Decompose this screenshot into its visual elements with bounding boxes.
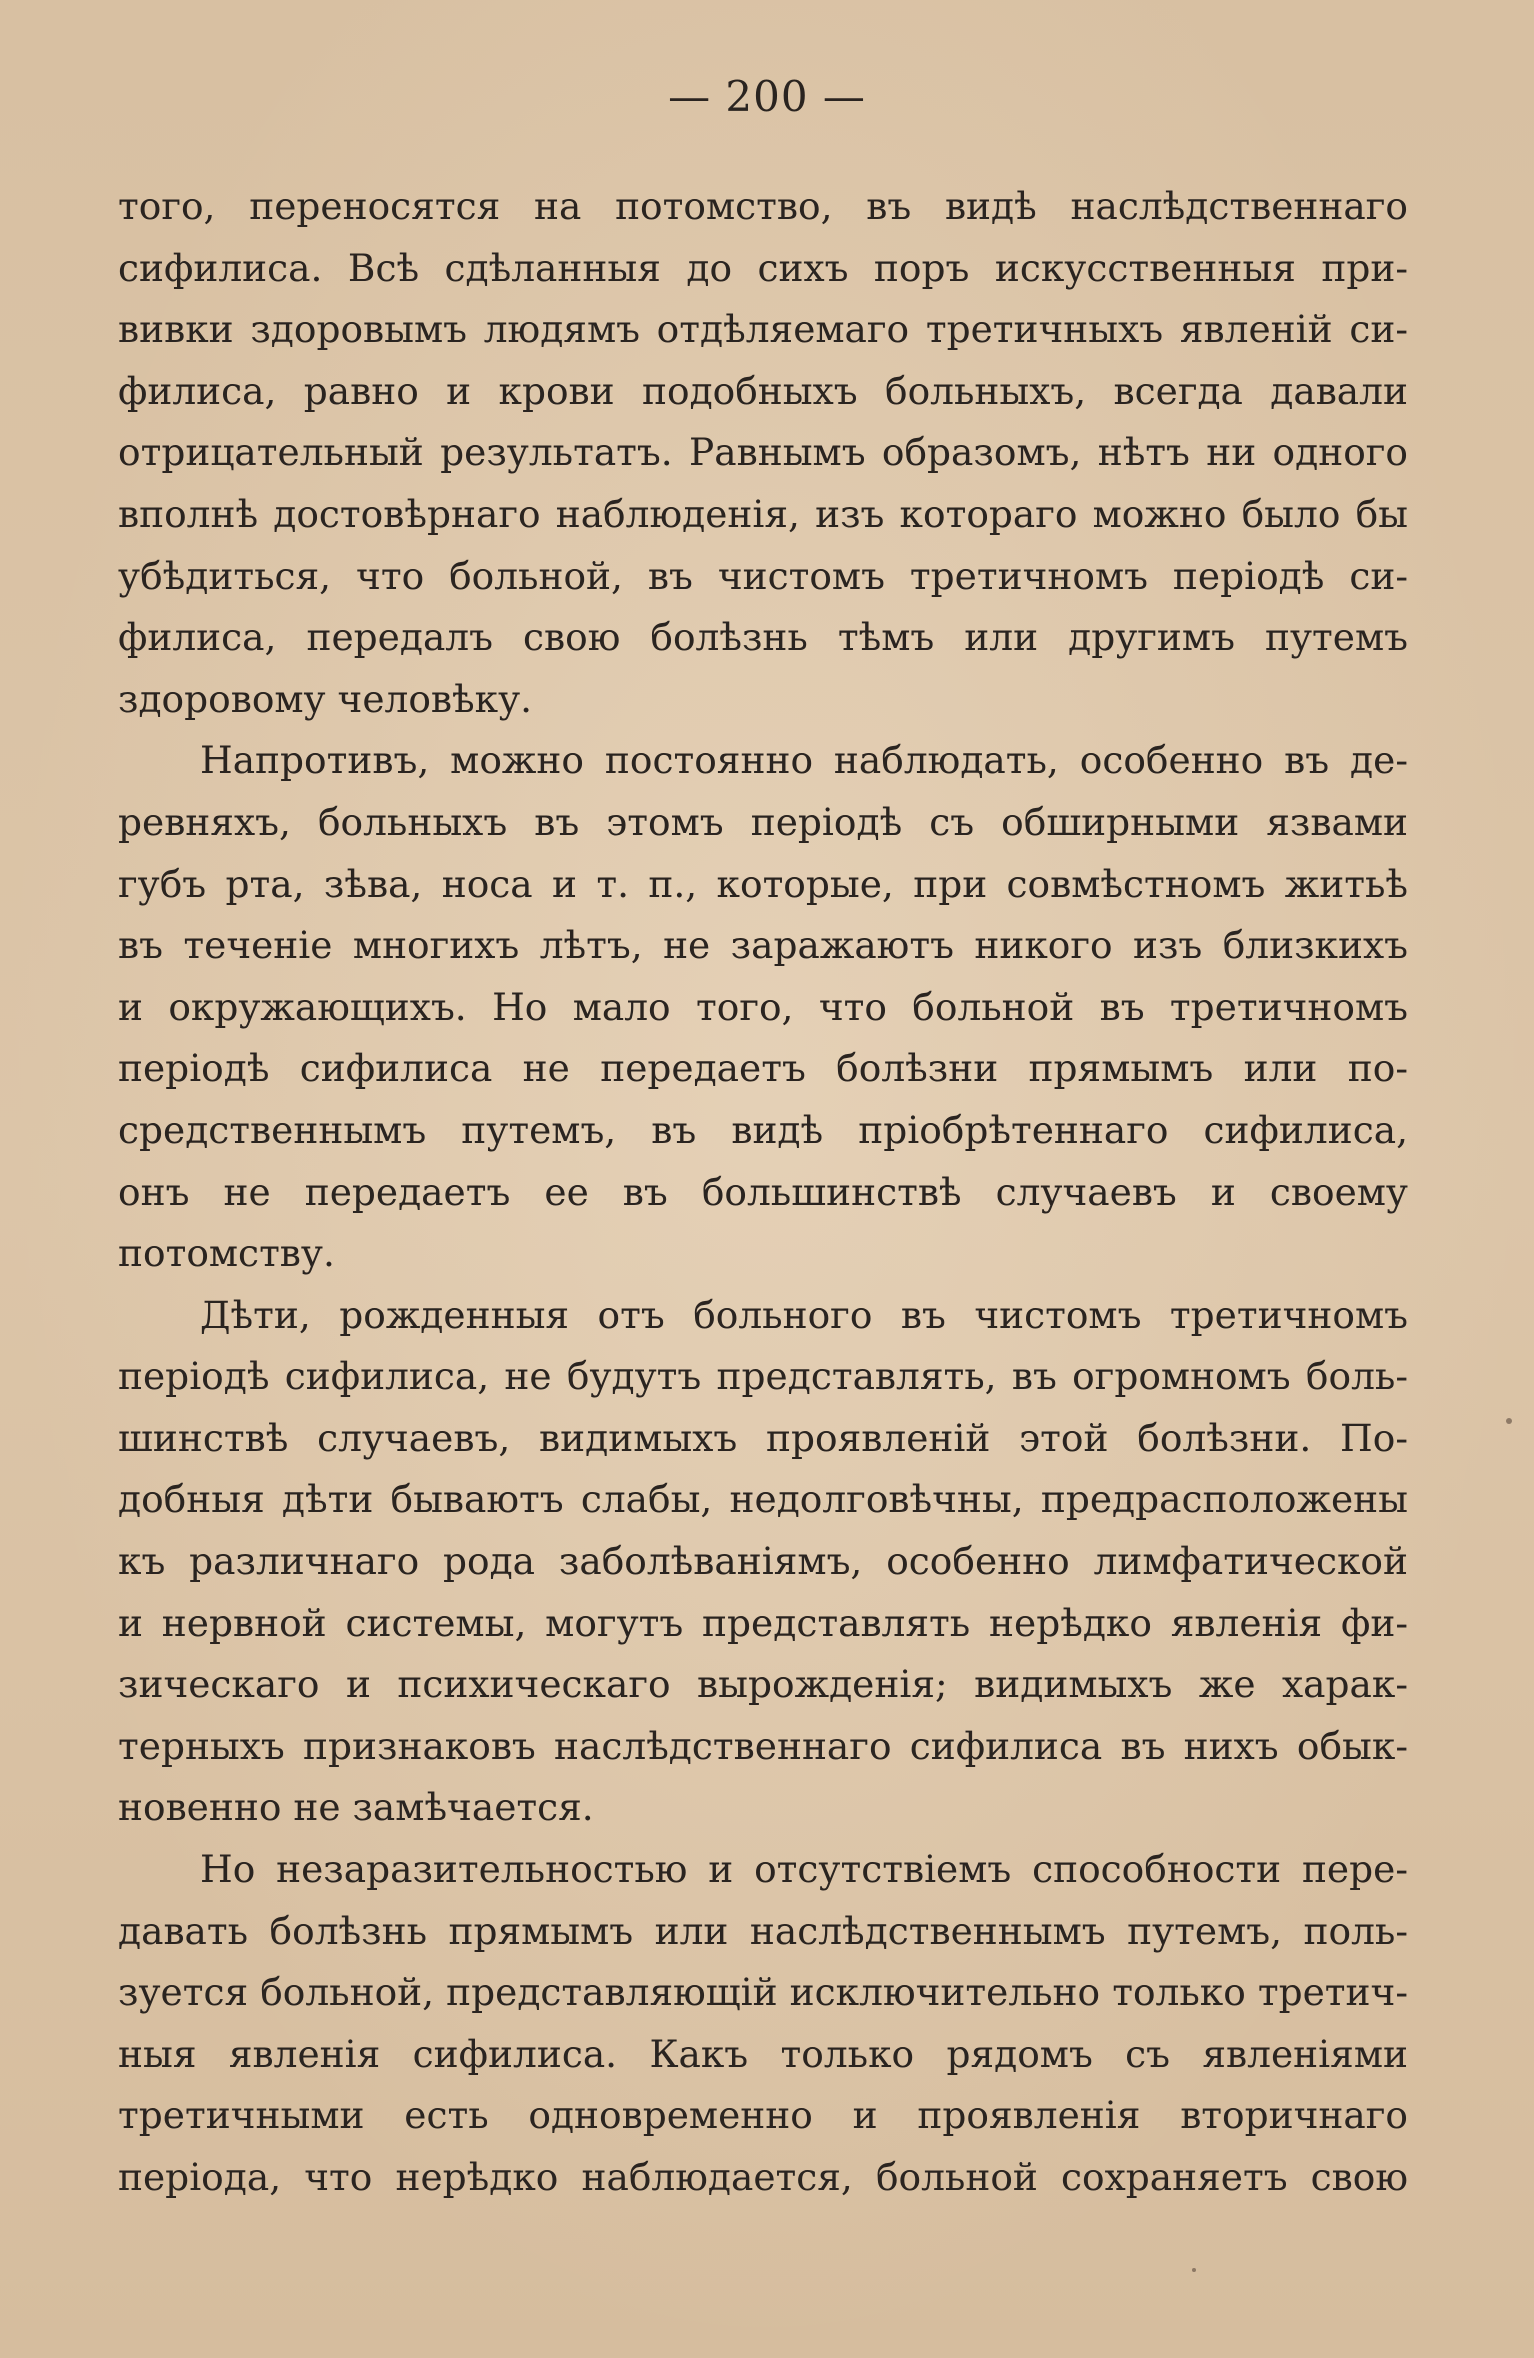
text-line: и окружающихъ. Но мало того, что больной въ третичномъ xyxy=(118,984,1408,1029)
text-line: филиса, передалъ свою болѣзнь тѣмъ или другимъ путемъ xyxy=(118,615,1408,660)
body-text xyxy=(118,176,1408,2209)
page-number: — 200 — xyxy=(668,72,866,121)
text-line: того, переносятся на потомство, въ видѣ наслѣдственнаго xyxy=(118,184,1408,228)
text-line: убѣдиться, что больной, въ чистомъ третичномъ періодѣ си- xyxy=(118,553,1408,598)
text-line: онъ не передаетъ ее въ большинствѣ случаевъ и своему xyxy=(118,1169,1408,1214)
paper-speck xyxy=(1506,1418,1512,1424)
text-line: періода, что нерѣдко наблюдается, больной сохраняетъ свою xyxy=(118,2155,1408,2199)
text-line: потомству. xyxy=(118,1231,335,1276)
text-line: третичными есть одновременно и проявленія вторичнаго xyxy=(118,2093,1408,2138)
text-line: въ теченіе многихъ лѣтъ, не заражаютъ никого изъ близкихъ xyxy=(118,923,1408,968)
text-line: къ различнаго рода заболѣваніямъ, особенно лимфатической xyxy=(118,1539,1408,1584)
text-line: добныя дѣти бываютъ слабы, недолговѣчны, предрасположены xyxy=(118,1477,1408,1522)
text-line: давать болѣзнь прямымъ или наслѣдственнымъ путемъ, поль- xyxy=(118,1908,1408,1953)
text-line: Напротивъ, можно постоянно наблюдать, особенно въ де- xyxy=(200,738,1408,783)
text-line: шинствѣ случаевъ, видимыхъ проявленій этой болѣзни. По- xyxy=(118,1415,1408,1460)
text-line: Но незаразительностью и отсутствіемъ способности пере- xyxy=(200,1847,1408,1892)
text-line: періодѣ сифилиса, не будутъ представлять, въ огромномъ боль- xyxy=(118,1354,1408,1399)
text-line: зуется больной, представляющій исключительно только третич- xyxy=(118,1970,1408,2015)
text-line: ныя явленія сифилиса. Какъ только рядомъ съ явленіями xyxy=(118,2031,1408,2076)
text-line: новенно не замѣчается. xyxy=(118,1785,594,1830)
text-line: періодѣ сифилиса не передаетъ болѣзни прямымъ или по- xyxy=(118,1046,1408,1091)
text-line: сифилиса. Всѣ сдѣланныя до сихъ поръ искусственныя при- xyxy=(118,245,1408,290)
text-line: вполнѣ достовѣрнаго наблюденія, изъ котораго можно было бы xyxy=(118,491,1408,536)
text-line: Дѣти, рожденныя отъ больного въ чистомъ третичномъ xyxy=(200,1292,1408,1337)
text-line: губъ рта, зѣва, носа и т. п., которые, при совмѣстномъ житьѣ xyxy=(118,861,1408,906)
text-line: здоровому человѣку. xyxy=(118,676,533,721)
text-line: ревняхъ, больныхъ въ этомъ періодѣ съ обширными язвами xyxy=(118,799,1408,844)
paper-speck xyxy=(1192,2268,1196,2272)
text-line: филиса, равно и крови подобныхъ больныхъ, всегда давали xyxy=(118,368,1408,413)
text-line: и нервной системы, могутъ представлять нерѣдко явленія фи- xyxy=(118,1600,1408,1645)
text-line: терныхъ признаковъ наслѣдственнаго сифилиса въ нихъ обык- xyxy=(118,1723,1408,1768)
text-line: отрицательный результатъ. Равнымъ образомъ, нѣтъ ни одного xyxy=(118,430,1408,475)
text-line: средственнымъ путемъ, въ видѣ пріобрѣтеннаго сифилиса, xyxy=(118,1107,1408,1152)
text-line: вивки здоровымъ людямъ отдѣляемаго третичныхъ явленій си- xyxy=(118,307,1408,352)
text-line: зическаго и психическаго вырожденія; видимыхъ же харак- xyxy=(118,1662,1408,1707)
